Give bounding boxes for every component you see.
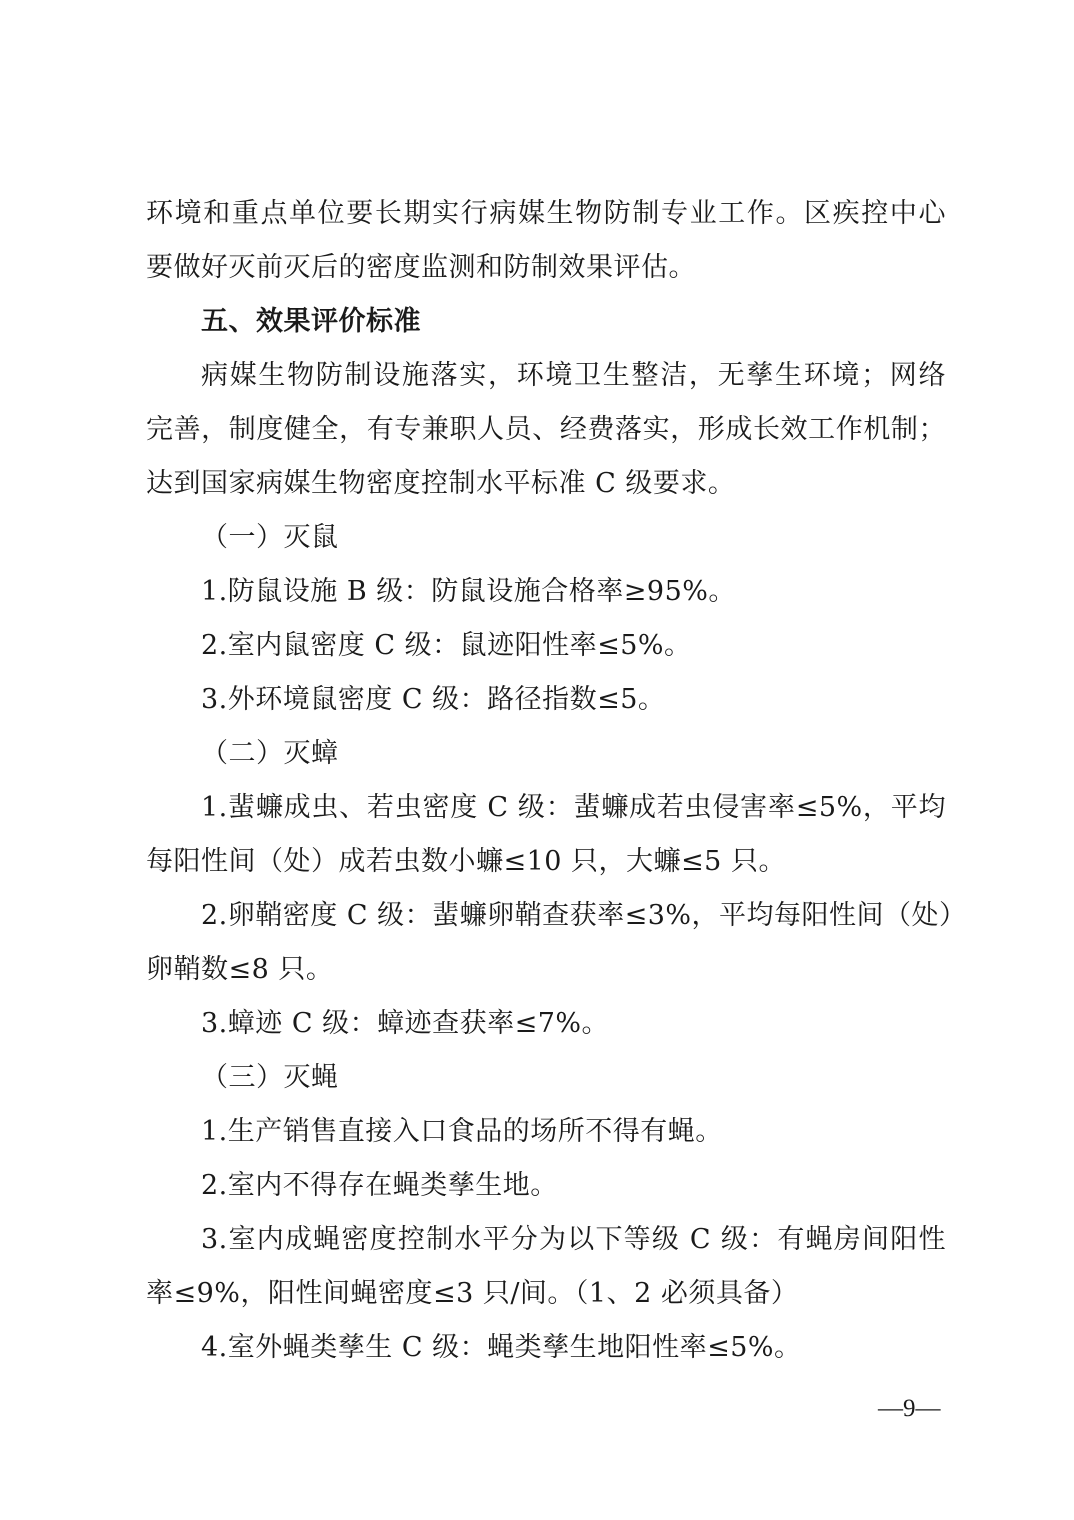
fly-item-2: 2.室内不得存在蝇类孳生地。 xyxy=(201,1170,558,1201)
fly-item-1: 1.生产销售直接入口食品的场所不得有蝇。 xyxy=(201,1116,723,1147)
fly-item-3-line-1: 3.室内成蝇密度控制水平分为以下等级 C 级：有蝇房间阳性 xyxy=(201,1224,946,1255)
subheading-rodent-control: （一）灭鼠 xyxy=(201,522,339,553)
body-line-6: 达到国家病媒生物密度控制水平标准 C 级要求。 xyxy=(146,468,736,499)
cockroach-item-3: 3.蟑迹 C 级：蟑迹查获率≤7%。 xyxy=(201,1008,610,1039)
body-line-2: 要做好灭前灭后的密度监测和防制效果评估。 xyxy=(146,252,696,283)
body-line-4: 病媒生物防制设施落实，环境卫生整洁，无孳生环境；网络 xyxy=(201,360,946,391)
cockroach-item-2-line-1: 2.卵鞘密度 C 级：蜚蠊卵鞘查获率≤3%，平均每阳性间（处） xyxy=(201,900,967,931)
body-line-1: 环境和重点单位要长期实行病媒生物防制专业工作。区疾控中心 xyxy=(146,198,946,229)
fly-item-3-line-2: 率≤9%，阳性间蝇密度≤3 只/间。（1、2 必须具备） xyxy=(146,1278,799,1309)
section-heading-5: 五、效果评价标准 xyxy=(201,306,421,337)
cockroach-item-1-line-1: 1.蜚蠊成虫、若虫密度 C 级：蜚蠊成若虫侵害率≤5%，平均 xyxy=(201,792,946,823)
fly-item-4: 4.室外蝇类孳生 C 级：蝇类孳生地阳性率≤5%。 xyxy=(201,1332,802,1363)
body-line-5: 完善，制度健全，有专兼职人员、经费落实，形成长效工作机制； xyxy=(146,414,946,445)
rodent-item-2: 2.室内鼠密度 C 级：鼠迹阳性率≤5%。 xyxy=(201,630,692,661)
cockroach-item-2-line-2: 卵鞘数≤8 只。 xyxy=(146,954,334,985)
cockroach-item-1-line-2: 每阳性间（处）成若虫数小蠊≤10 只，大蠊≤5 只。 xyxy=(146,846,786,877)
rodent-item-3: 3.外环境鼠密度 C 级：路径指数≤5。 xyxy=(201,684,666,715)
subheading-cockroach-control: （二）灭蟑 xyxy=(201,738,339,769)
rodent-item-1: 1.防鼠设施 B 级：防鼠设施合格率≥95%。 xyxy=(201,576,736,607)
subheading-fly-control: （三）灭蝇 xyxy=(201,1062,339,1093)
page-number: —9— xyxy=(878,1395,941,1422)
